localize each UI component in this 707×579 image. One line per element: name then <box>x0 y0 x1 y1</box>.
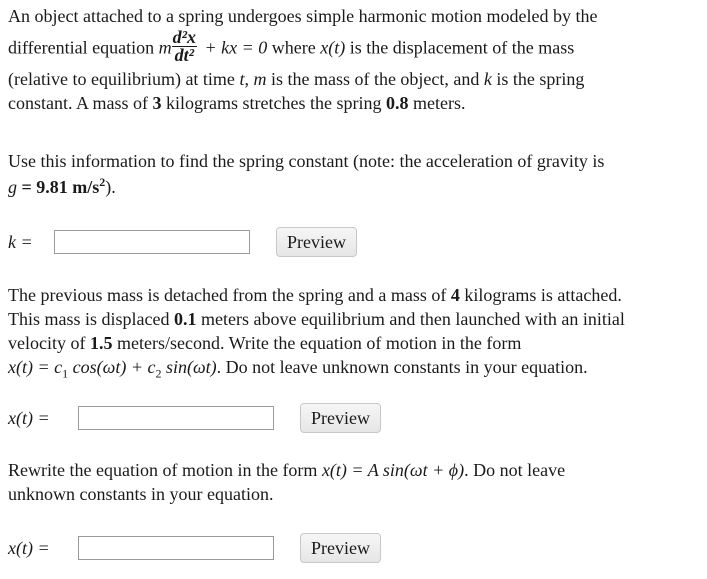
text: is the spring <box>491 69 585 89</box>
motion-line-3 <box>8 331 703 355</box>
motion-line-2 <box>8 307 703 331</box>
gravity-line-1: Use this information to find the spring constant (note: the acceleration of gravity is <box>8 151 605 171</box>
math-t: t <box>239 69 245 89</box>
motion-line-1 <box>8 283 703 307</box>
text: , <box>244 69 254 89</box>
preview-button-motion[interactable]: Preview <box>300 403 381 433</box>
text: meters above equilibrium and then launched with an initial <box>196 309 625 329</box>
math-k: k <box>483 69 492 89</box>
preview-button-k[interactable]: Preview <box>276 227 357 257</box>
text: . Do not leave unknown constants in your equation. <box>216 357 588 377</box>
exponent: 2 <box>99 175 106 189</box>
fraction-numerator: d²x <box>172 27 197 47</box>
answer-row-spring-constant <box>8 228 357 256</box>
spring-constant-paragraph <box>8 149 703 199</box>
phase-line-1 <box>8 458 703 482</box>
text: differential equation <box>8 37 159 58</box>
math-equation: + kx = 0 <box>200 37 268 58</box>
math-sin-term: sin(ωt) <box>161 357 217 377</box>
subscript: 2 <box>155 366 162 381</box>
intro-line-3 <box>8 67 703 91</box>
math-x-of-t: x(t) <box>321 460 347 480</box>
motion-line-4 <box>8 355 703 379</box>
text: is the displacement of the mass <box>345 37 575 58</box>
mass-value: 3 <box>152 93 162 113</box>
answer-label-k: k = <box>8 231 33 252</box>
answer-label-x-of-t: x(t) = <box>8 407 50 428</box>
text: where <box>267 37 321 58</box>
stretch-value: 0.8 <box>385 93 409 113</box>
text: (relative to equilibrium) at time <box>8 69 240 89</box>
text: . Do not leave <box>464 460 566 480</box>
subscript: 1 <box>62 366 69 381</box>
text: is the mass of the object, and <box>266 69 484 89</box>
answer-row-motion-equation <box>8 404 381 432</box>
answer-label-x-of-t: x(t) = <box>8 537 50 558</box>
math-x-of-t: x(t) <box>8 357 33 377</box>
math-m: m <box>158 37 172 58</box>
second-derivative-fraction <box>172 29 197 64</box>
text: The previous mass is detached from the spring and a mass of <box>8 285 451 305</box>
math-cos-term: cos(ωt) + c <box>68 357 156 377</box>
displacement-value: 0.1 <box>173 309 197 329</box>
text: velocity of <box>8 333 90 353</box>
gravity-value: = 9.81 m/s <box>17 177 100 197</box>
text: kilograms stretches the spring <box>161 93 386 113</box>
math-c: = c <box>32 357 63 377</box>
motion-equation-input[interactable] <box>78 406 274 430</box>
text: This mass is displaced <box>8 309 174 329</box>
math-g: g <box>8 177 17 197</box>
fraction-denominator: dt² <box>174 45 195 65</box>
text: meters/second. Write the equation of motion in the form <box>112 333 522 353</box>
gravity-line-2 <box>8 175 703 199</box>
motion-equation-paragraph <box>8 283 703 379</box>
text: ). <box>105 177 116 197</box>
amplitude-phase-input[interactable] <box>78 536 274 560</box>
math-m: m <box>253 69 267 89</box>
preview-button-phase[interactable]: Preview <box>300 533 381 563</box>
intro-line-2 <box>8 27 703 67</box>
problem-intro-paragraph <box>8 4 703 115</box>
math-sine-form: = A sin(ωt + ϕ) <box>346 460 465 480</box>
math-x-of-t: x(t) <box>320 37 346 58</box>
intro-line-1: An object attached to a spring undergoes simple harmonic motion modeled by the <box>8 6 598 26</box>
text: meters. <box>408 93 466 113</box>
velocity-value: 1.5 <box>89 333 113 353</box>
text: kilograms is attached. <box>459 285 622 305</box>
amplitude-phase-paragraph <box>8 458 703 506</box>
intro-line-4 <box>8 91 703 115</box>
new-mass-value: 4 <box>450 285 460 305</box>
spring-constant-input[interactable] <box>54 230 250 254</box>
phase-line-2: unknown constants in your equation. <box>8 484 274 504</box>
answer-row-amplitude-phase <box>8 534 381 562</box>
text: constant. A mass of <box>8 93 153 113</box>
text: Rewrite the equation of motion in the form <box>8 460 322 480</box>
